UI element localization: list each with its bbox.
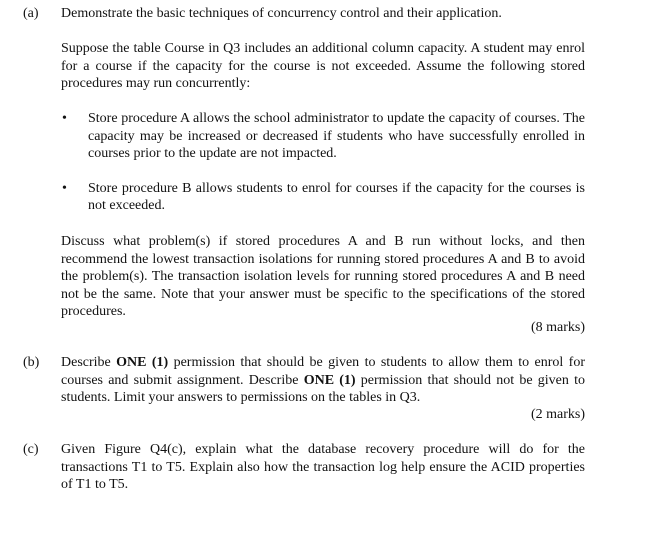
question-b-text — [61, 354, 585, 407]
question-a-discussion — [61, 233, 585, 321]
question-a-discussion-text: Discuss what problem(s) if stored procedures A and B run without locks, and then recommend the lowest transaction isolations for running stored procedures A and B to avoid the problem(s). The transaction isolation levels for running stored procedures A and B need not be the same. Note that your answer must be specific to the specifications of the stored procedures. — [61, 234, 585, 319]
question-a-heading-text: Demonstrate the basic techniques of concurrency control and their application. — [61, 6, 502, 21]
question-b-text-1: Describe — [61, 355, 117, 370]
procedure-b-item — [61, 180, 585, 215]
question-c-text: Given Figure Q4(c), explain what the database recovery procedure will do for the transactions T1 to T5. Explain also how the transaction log help ensure the ACID properties of T1 to T5. — [61, 442, 585, 492]
question-a-intro — [61, 40, 585, 93]
bullet-icon: • — [62, 180, 67, 196]
question-b-marks: (2 marks) — [530, 407, 585, 422]
procedure-a-text: Store procedure A allows the school administrator to update the capacity of courses. The capacity may be increased or decreased if students who have successfully enrolled in courses prior to the update are not impacted. — [88, 111, 585, 161]
question-b-bold-2: ONE (1) — [303, 372, 356, 388]
procedure-a-item — [61, 110, 585, 163]
question-b-label: (b) — [23, 355, 40, 370]
question-a-marks: (8 marks) — [530, 320, 585, 335]
procedure-b-text: Store procedure B allows students to enrol for courses if the capacity for the courses is not exceeded. — [88, 180, 585, 213]
question-b-text-2: permission that should be given to students to allow them to enrol for courses and submit assignment. Describe — [61, 355, 585, 388]
question-a-heading — [61, 5, 585, 23]
question-b-text-3: permission that should not be given to students. Limit your answers to permissions on the tables in Q3. — [61, 372, 586, 405]
bullet-icon: • — [62, 111, 67, 126]
question-b-body — [61, 354, 585, 407]
question-b-bold-1: ONE (1) — [116, 355, 169, 370]
question-c-label: (c) — [23, 442, 39, 457]
question-a-label: (a) — [23, 6, 39, 21]
procedure-list — [61, 110, 585, 215]
question-a-intro-text: Suppose the table Course in Q3 includes an additional column capacity. A student may enrol for a course if the capacity for the course is not exceeded. Assume the following stored procedures may run concurrently: — [61, 41, 585, 91]
question-c-body — [61, 441, 585, 494]
